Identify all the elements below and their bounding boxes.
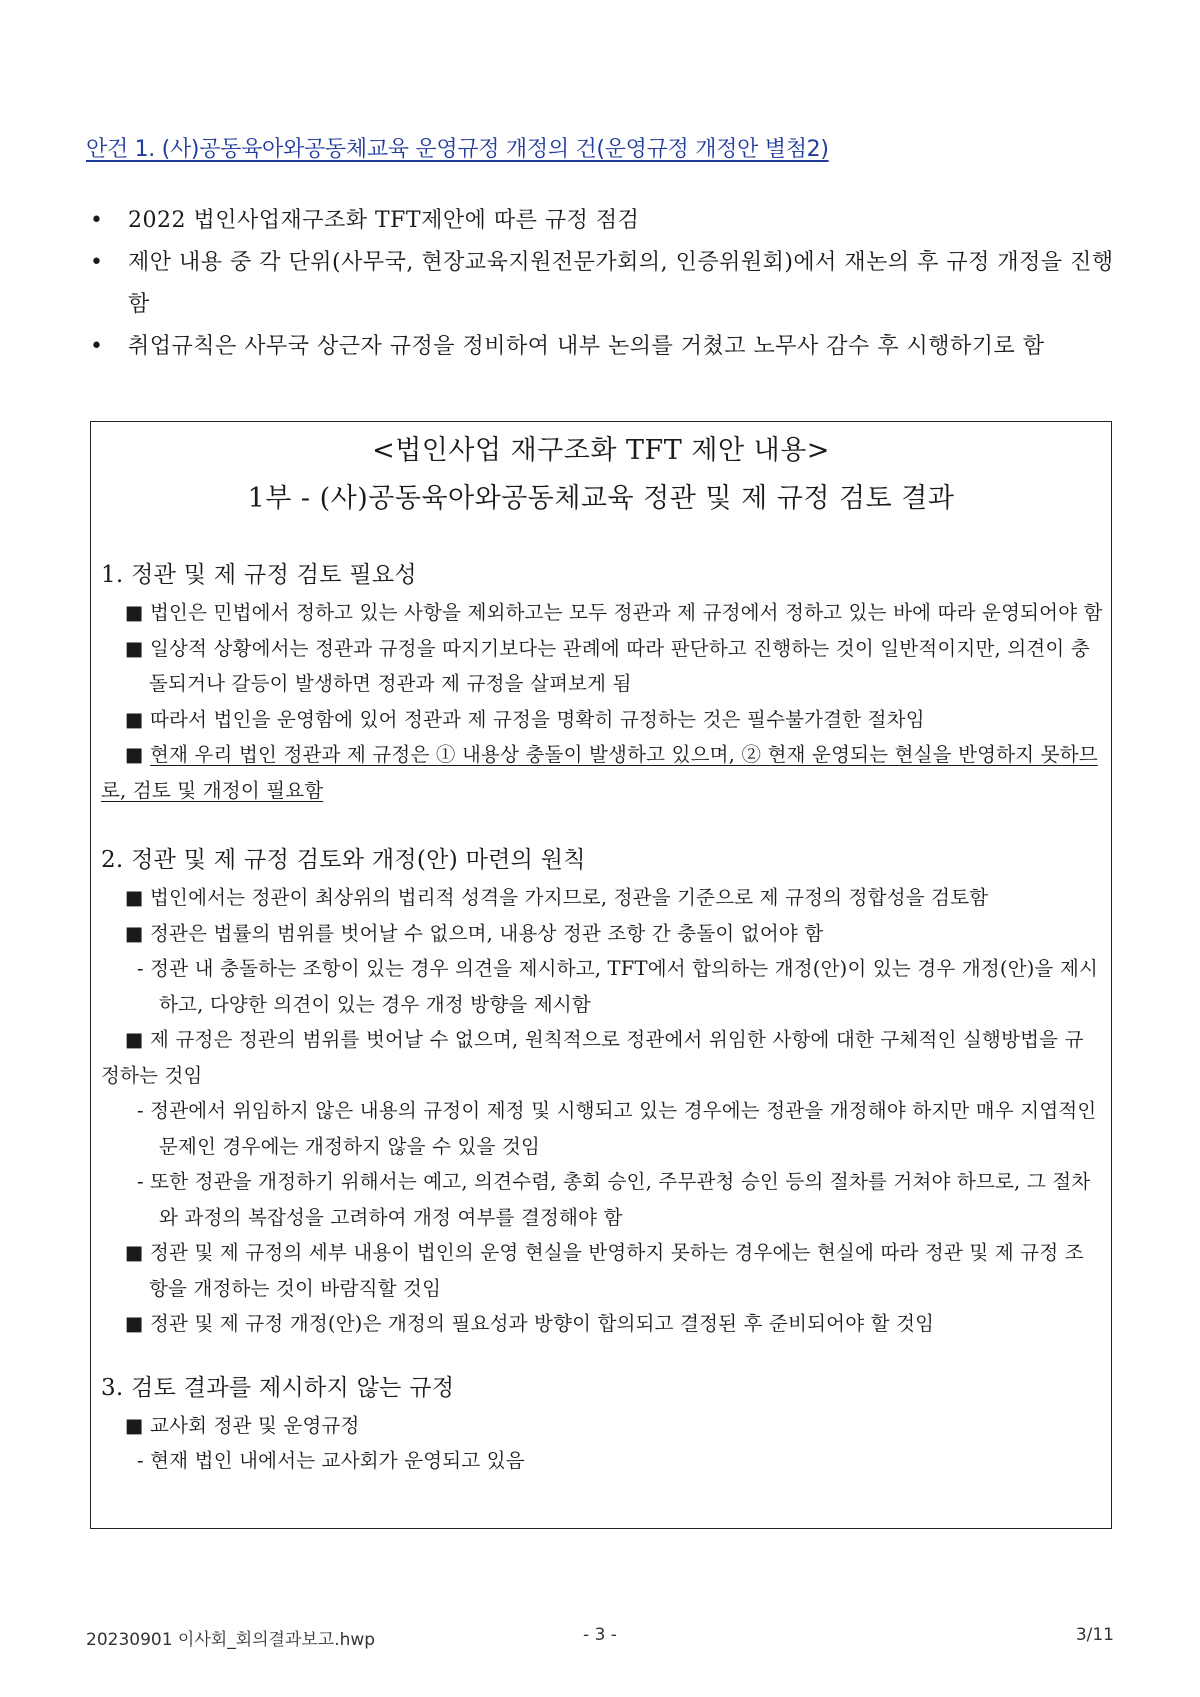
sub-paragraph: - 현재 법인 내에서는 교사회가 운영되고 있음 [137,1449,525,1472]
sub-paragraph: - 또한 정관을 개정하기 위해서는 예고, 의견수렴, 총회 승인, 주무관청 승인 등의 절차를 거쳐야 하므로, 그 절차와 과정의 복잡성을 고려하여 개정 여부를 결정해야 함 [137,1170,1091,1229]
paragraph: ■ 일상적 상황에서는 정관과 규정을 따지기보다는 관례에 따라 판단하고 진행하는 것이 일반적이지만, 의견이 충돌되거나 갈등이 발생하면 정관과 제 규정을 살펴보게 됨 [125,636,1090,695]
agenda-heading: 안건 1. (사)공동육아와공동체교육 운영규정 개정의 건(운영규정 개정안 별첨2) [86,137,829,162]
box-title: <법인사업 재구조화 TFT 제안 내용> [372,435,830,466]
paragraph: ■ 법인에서는 정관이 최상위의 법리적 성격을 가지므로, 정관을 기준으로 제 규정의 정합성을 검토함 [125,886,989,909]
paragraph: ■ 법인은 민법에서 정하고 있는 사항을 제외하고는 모두 정관과 제 규정에서 정하고 있는 바에 따라 운영되어야 함 [125,601,1103,624]
footer-filename: 20230901 이사회_회의결과보고.hwp [86,1630,376,1650]
footer-page-number: - 3 - [583,1625,617,1645]
paragraph: ■ 정관은 법률의 범위를 벗어날 수 없으며, 내용상 정관 조항 간 충돌이 없어야 함 [125,921,824,945]
section-1-title: 1. 정관 및 제 규정 검토 필요성 [101,562,417,588]
paragraph: ■ 정관 및 제 규정 개정(안)은 개정의 필요성과 방향이 합의되고 결정된 후 준비되어야 할 것임 [125,1312,935,1335]
section-3-title: 3. 검토 결과를 제시하지 않는 규정 [101,1374,455,1401]
box-subtitle: 1부 - (사)공동육아와공동체교육 정관 및 제 규정 검토 결과 [247,483,955,514]
bullet-item: • 제안 내용 중 각 단위(사무국, 현장교육지원전문가회의, 인증위원회)에서 재논의 후 규정 개정을 진행함 [90,250,1114,317]
tft-proposal-box [90,421,1112,1529]
paragraph: ■ 교사회 정관 및 운영규정 [125,1413,360,1437]
paragraph: ■ 정관 및 제 규정의 세부 내용이 법인의 운영 현실을 반영하지 못하는 경우에는 현실에 따라 정관 및 제 규정 조항을 개정하는 것이 바람직할 것임 [125,1241,1084,1300]
underlined-paragraph: ■ 현재 우리 법인 정관과 제 규정은 ① 내용상 충돌이 발생하고 있으며, ② 현재 운영되는 현실을 반영하지 못하므로, 검토 및 개정이 필요함 [101,743,1098,802]
paragraph: ■ 따라서 법인을 운영함에 있어 정관과 제 규정을 명확히 규정하는 것은 필수불가결한 절차임 [125,707,925,731]
sub-paragraph: - 정관에서 위임하지 않은 내용의 규정이 제정 및 시행되고 있는 경우에는 정관을 개정해야 하지만 매우 지엽적인 문제인 경우에는 개정하지 않을 수 있을 것임 [137,1099,1097,1158]
section-2-title: 2. 정관 및 제 규정 검토와 개정(안) 마련의 원칙 [101,847,586,873]
paragraph: ■ 제 규정은 정관의 범위를 벗어날 수 없으며, 원칙적으로 정관에서 위임한 사항에 대한 구체적인 실행방법을 규정하는 것임 [101,1028,1084,1087]
bullet-item: • 취업규칙은 사무국 상근자 규정을 정비하여 내부 논의를 거쳤고 노무사 감수 후 시행하기로 함 [90,334,1045,359]
bullet-item: • 2022 법인사업재구조화 TFT제안에 따른 규정 점검 [90,208,640,233]
footer-page-count: 3/11 [1075,1625,1114,1645]
summary-bullet-list [86,200,1126,368]
sub-paragraph: - 정관 내 충돌하는 조항이 있는 경우 의견을 제시하고, TFT에서 합의하는 개정(안)이 있는 경우 개정(안)을 제시하고, 다양한 의견이 있는 경우 개정 방향을 제시함 [137,957,1099,1016]
